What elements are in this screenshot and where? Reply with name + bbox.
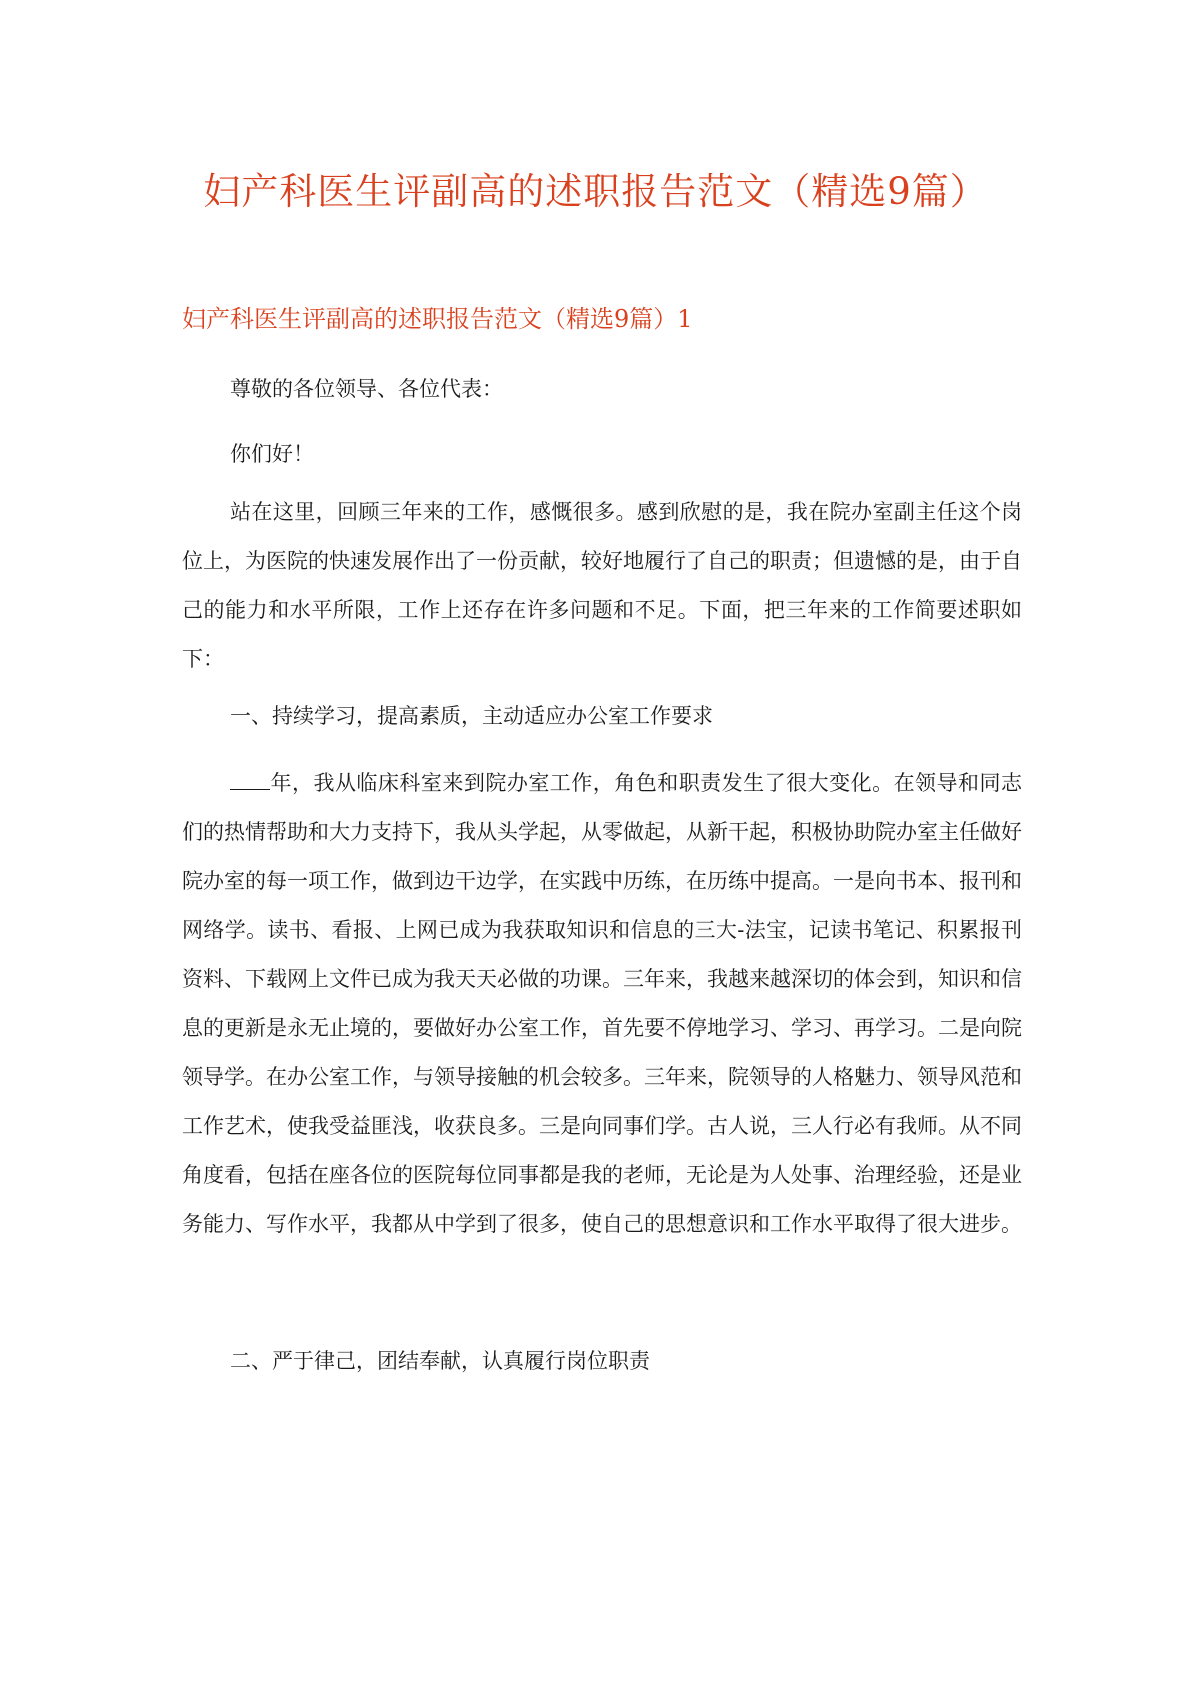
document-title: 妇产科医生评副高的述职报告范文（精选9篇） bbox=[203, 170, 988, 213]
section-heading: 妇产科医生评副高的述职报告范文（精选9篇）1 bbox=[182, 305, 693, 333]
intro-paragraph: 站在这里，回顾三年来的工作，感慨很多。感到欣慰的是，我在院办室副主任这个岗位上，为医院的快速发展作出了一份贡献，较好地履行了自己的职责；但遗憾的是，由于自己的能力和水平所限，工作上还存在许多问题和不足。下面，把三年来的工作简要述职如下： bbox=[182, 500, 1022, 671]
heading-two: 二、严于律己，团结奉献，认真履行岗位职责 bbox=[230, 1349, 650, 1373]
fill-in-blank bbox=[230, 769, 270, 790]
paragraph-one-text: 年，我从临床科室来到院办室工作，角色和职责发生了很大变化。在领导和同志们的热情帮助和大力支持下，我从头学起，从零做起，从新干起，积极协助院办室主任做好院办室的每一项工作，做到边干边学，在实践中历练，在历练中提高。一是向书本、报刊和网络学。读书、看报、上网已成为我获取知识和信息的三大-法宝，记读书笔记、积累报刊资料、下载网上文件已成为我天天必做的功课。三年来，我越来越深切的体会到，知识和信息的更新是永无止境的，要做好办公室工作，首先要不停地学习、学习、再学习。二是向院领导学。在办公室工作，与领导接触的机会较多。三年来，院领导的人格魅力、领导风范和工作艺术，使我受益匪浅，收获良多。三是向同事们学。古人说，三人行必有我师。从不同角度看，包括在座各位的医院每位同事都是我的老师，无论是为人处事、治理经验，还是业务能力、写作水平，我都从中学到了很多，使自己的思想意识和工作水平取得了很大进步。 bbox=[182, 771, 1022, 1236]
heading-one: 一、持续学习，提高素质，主动适应办公室工作要求 bbox=[230, 704, 713, 728]
salutation: 尊敬的各位领导、各位代表： bbox=[230, 377, 503, 401]
greeting: 你们好！ bbox=[230, 442, 314, 466]
paragraph-one bbox=[182, 759, 1022, 1249]
